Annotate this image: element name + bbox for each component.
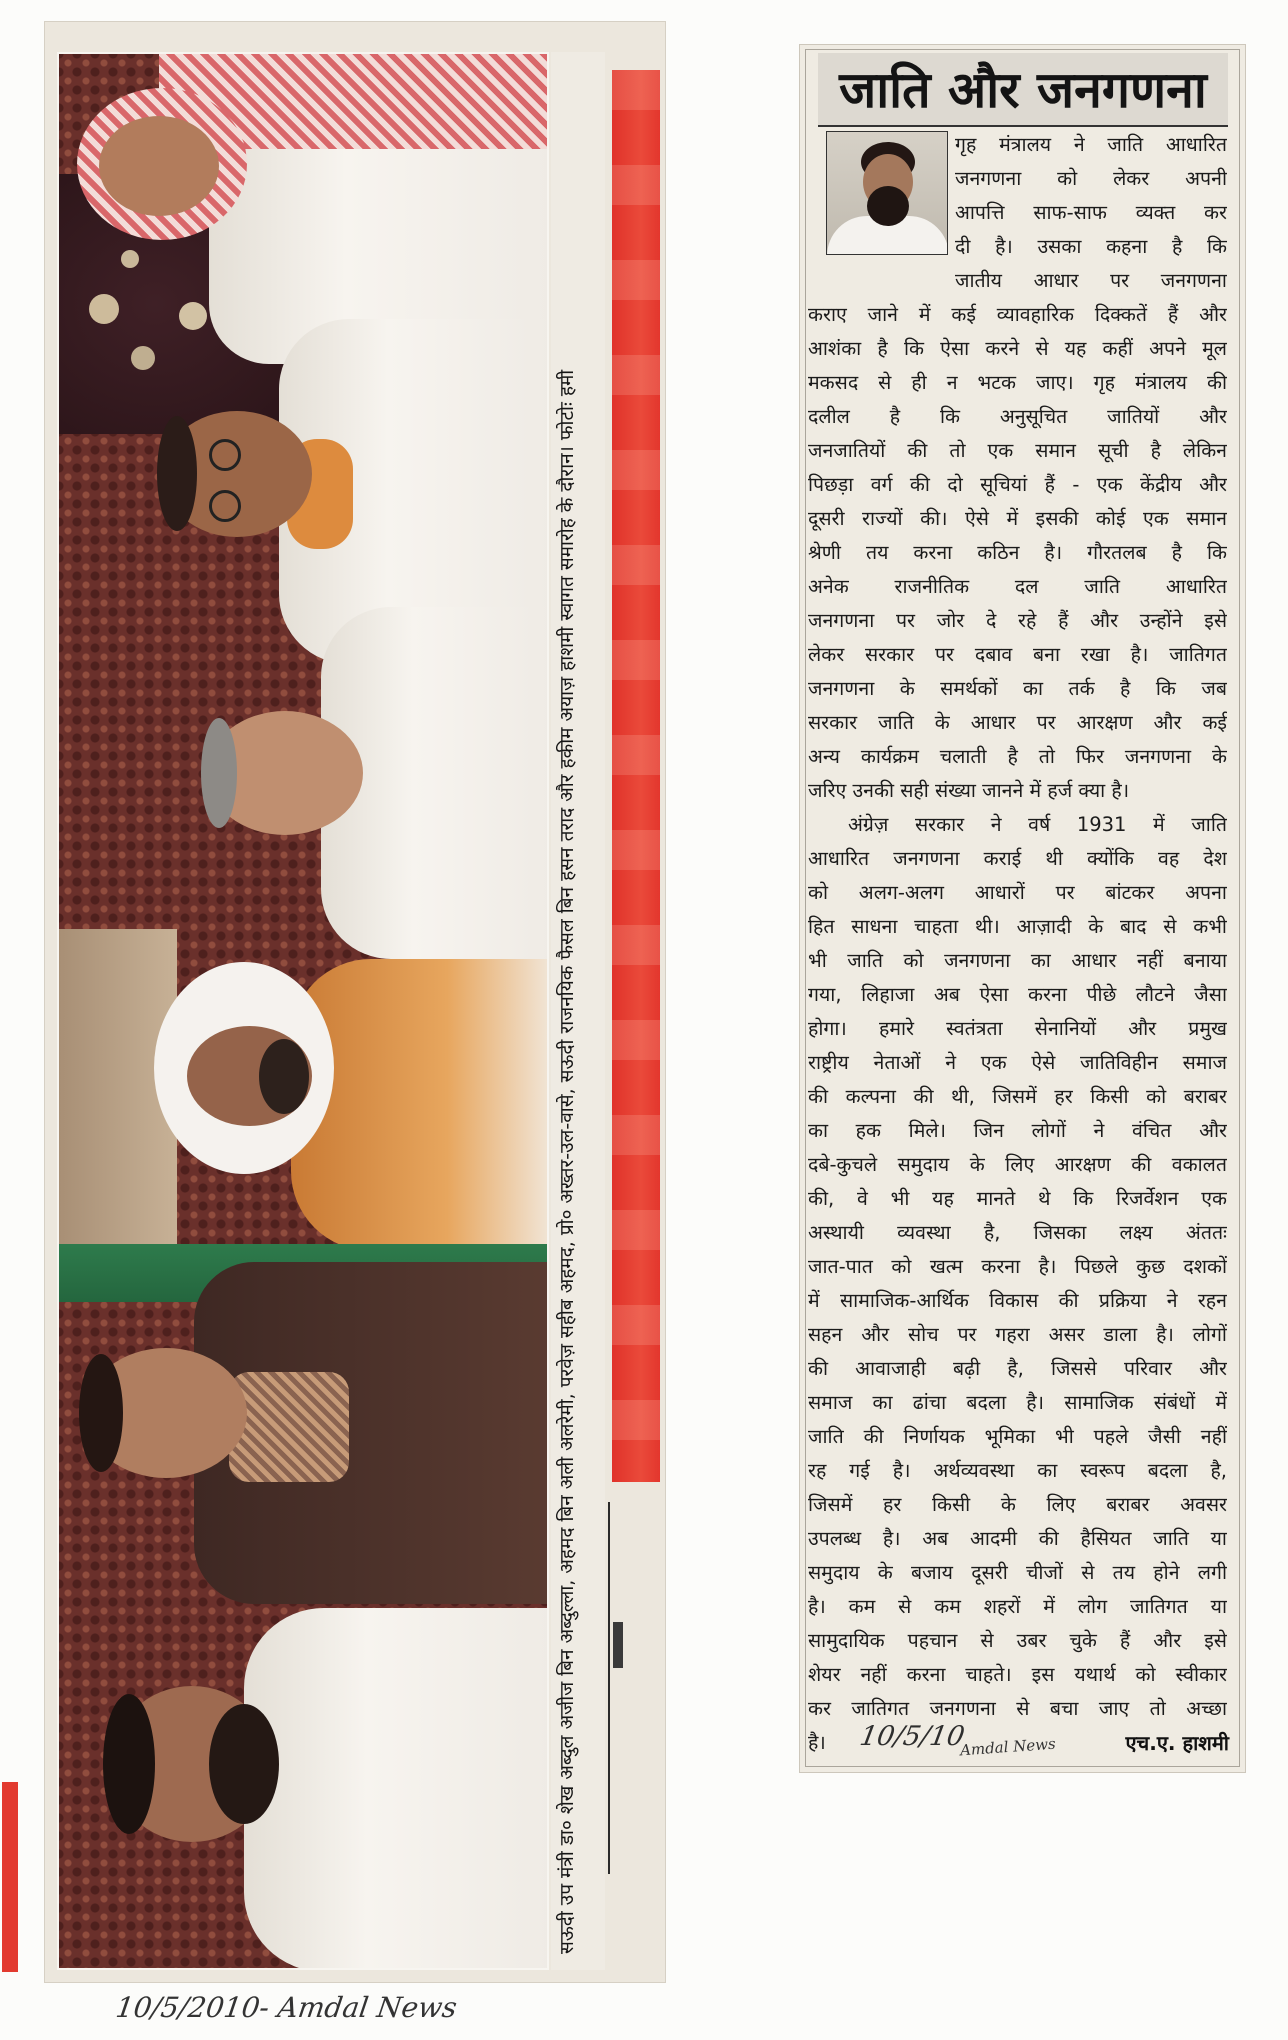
article-line: शेयर नहीं करना चाहते। इस यथार्थ को स्वीकार bbox=[808, 1663, 1227, 1686]
article-line: होगा। हमारे स्वतंत्रता सेनानियों और प्रमुख bbox=[808, 1017, 1227, 1040]
article-line: दूसरी राज्यों की। ऐसे में इसकी कोई एक समान bbox=[808, 507, 1227, 530]
article-line: अनेक राजनीतिक दल जाति आधारित bbox=[808, 575, 1227, 598]
article-clipping bbox=[800, 45, 1245, 1772]
article-line: समाज का ढांचा बदला है। सामाजिक संबंधों में bbox=[808, 1391, 1227, 1414]
byline: एच.ए. हाशमी bbox=[1125, 1731, 1229, 1755]
article-line: रह गई है। अर्थव्यवस्था का स्वरूप बदला है, bbox=[808, 1459, 1227, 1482]
photo-chandelier-light bbox=[131, 346, 155, 370]
red-border-strip bbox=[612, 70, 660, 1482]
article-line: सहन और सोच पर गहरा असर डाला है। लोगों bbox=[808, 1323, 1227, 1346]
intro-line: आपत्ति साफ-साफ व्यक्त कर bbox=[955, 201, 1227, 224]
article-body bbox=[808, 298, 1227, 1760]
article-line: कर जातिगत जनगणना से बचा जाए तो अच्छा bbox=[808, 1697, 1227, 1720]
article-line: जनजातियों की तो एक समान सूची है लेकिन bbox=[808, 439, 1227, 462]
article-line: आशंका है कि ऐसा करने से यह कहीं अपने मूल bbox=[808, 337, 1227, 360]
photo-person-3-hair bbox=[201, 718, 237, 828]
article-line: श्रेणी तय करना कठिन है। गौरतलब है कि bbox=[808, 541, 1227, 564]
article-line: जाति की निर्णायक भूमिका भी पहले जैसी नहीं bbox=[808, 1425, 1227, 1448]
photo-person-2-glasses bbox=[209, 490, 241, 522]
article-line: जरिए उनकी सही संख्या जानने में हर्ज क्या है। bbox=[808, 779, 1130, 802]
article-line: आधारित जनगणना कराई थी क्योंकि वह देश bbox=[808, 847, 1227, 870]
photo-chandelier-light bbox=[89, 294, 119, 324]
column-rule bbox=[608, 1502, 610, 1874]
article-line: दलील है कि अनुसूचित जातियों और bbox=[808, 405, 1227, 428]
article-line: भी जाति को जनगणना का आधार नहीं बनाया bbox=[808, 949, 1227, 972]
event-photo bbox=[57, 52, 549, 1970]
article-line: लेकर सरकार पर दबाव बना रखा है। जातिगत bbox=[808, 643, 1227, 666]
article-line: अस्थायी व्यवस्था है, जिसका लक्ष्य अंततः bbox=[808, 1221, 1227, 1244]
article-line: की आवाजाही बढ़ी है, जिससे परिवार और bbox=[808, 1357, 1227, 1380]
photo-person-2-hair bbox=[157, 416, 197, 531]
photo-person-6-clothing bbox=[244, 1608, 549, 1970]
article-line: हित साधना चाहता थी। आज़ादी के बाद से कभी bbox=[808, 915, 1227, 938]
article-line: है। कम से कम शहरों में लोग जातिगत या bbox=[808, 1595, 1227, 1618]
article-intro bbox=[955, 128, 1227, 298]
intro-line: जनगणना को लेकर अपनी bbox=[955, 167, 1227, 190]
article-line: पिछड़ा वर्ग की दो सूचियां हैं - एक केंद्रीय और bbox=[808, 473, 1227, 496]
intro-line: गृह मंत्रालय ने जाति आधारित bbox=[955, 133, 1227, 156]
photo-chandelier-light bbox=[121, 250, 139, 268]
photo-person-4-robe bbox=[291, 959, 549, 1251]
photo-clipping bbox=[45, 22, 665, 1982]
photo-caption: सऊदी उप मंत्री डा० शेख अब्दुल अजीज बिन अब्दुल्ला, अहमद बिन अली अलरेमी, परवेज़ सहीब अहमद, प्रो० अख्तर-उल-वासे, सऊदी राजनयिक फैसल बिन हसन तराद और हकीम अयाज़ हाशमी स्वागत समारोह के दौरान। फोटोः हमी bbox=[551, 52, 605, 1970]
photo-chandelier-light bbox=[179, 302, 207, 330]
handwritten-date: 10/5/10 bbox=[857, 1721, 967, 1752]
article-line: दबे-कुचले समुदाय के लिए आरक्षण की वकालत bbox=[808, 1153, 1227, 1176]
article-line: जिसमें हर किसी के लिए बराबर अवसर bbox=[808, 1493, 1227, 1516]
photo-person-5-tie bbox=[229, 1372, 349, 1482]
photo-person-5-hair bbox=[79, 1354, 123, 1472]
photo-person-4-beard bbox=[259, 1039, 309, 1114]
photo-person-2-glasses bbox=[209, 439, 241, 471]
article-line: राष्ट्रीय नेताओं ने एक ऐसे जातिविहीन समाज bbox=[808, 1051, 1227, 1074]
article-line: है। bbox=[808, 1731, 826, 1754]
photo-person-6-hair bbox=[103, 1694, 155, 1834]
intro-line: जातीय आधार पर जनगणना bbox=[955, 269, 1227, 292]
article-line: की कल्पना की थी, जिसमें हर किसी को बराबर bbox=[808, 1085, 1227, 1108]
intro-line: दी है। उसका कहना है कि bbox=[955, 235, 1227, 258]
handwritten-date-note: 10/5/2010- Amdal News bbox=[113, 1991, 459, 2024]
article-line: जात-पात को खत्म करना है। पिछले कुछ दशकों bbox=[808, 1255, 1227, 1278]
article-line: कराए जाने में कई व्यावहारिक दिक्कतें हैं और bbox=[808, 303, 1227, 326]
photo-person-6-beard bbox=[209, 1704, 279, 1824]
article-line: सरकार जाति के आधार पर आरक्षण और कई bbox=[808, 711, 1227, 734]
author-photo bbox=[826, 131, 948, 255]
article-line: अंग्रेज़ सरकार ने वर्ष 1931 में जाति bbox=[848, 813, 1227, 836]
article-line: का हक मिले। जिन लोगों ने वंचित और bbox=[808, 1119, 1227, 1142]
author-beard bbox=[867, 186, 909, 226]
article-line: की, वे भी यह मानते थे कि रिजर्वेशन एक bbox=[808, 1187, 1227, 1210]
red-paper-fragment bbox=[2, 1782, 18, 1972]
article-line: उपलब्ध है। अब आदमी की हैसियत जाति या bbox=[808, 1527, 1227, 1550]
article-line: गया, लिहाजा अब ऐसा करना पीछे लौटने जैसा bbox=[808, 983, 1227, 1006]
article-line: में सामाजिक-आर्थिक विकास की प्रक्रिया ने रहन bbox=[808, 1289, 1227, 1312]
handwritten-source-note: Amdal News bbox=[959, 1734, 1057, 1760]
article-line: जनगणना के समर्थकों का तर्क है कि जब bbox=[808, 677, 1227, 700]
article-line: अन्य कार्यक्रम चलाती है तो फिर जनगणना के bbox=[808, 745, 1227, 768]
article-line: सामुदायिक पहचान से उबर चुके हैं और इसे bbox=[808, 1629, 1227, 1652]
headline: जाति और जनगणना bbox=[818, 53, 1228, 127]
article-line: को अलग-अलग आधारों पर बांटकर अपना bbox=[808, 881, 1227, 904]
article-line: जनगणना पर जोर दे रहे हैं और उन्होंने इसे bbox=[808, 609, 1227, 632]
photo-person-1-face bbox=[99, 116, 219, 216]
article-line: समुदाय के बजाय दूसरी चीजों से तय होने लगी bbox=[808, 1561, 1227, 1584]
print-fragment bbox=[613, 1622, 623, 1668]
article-line: मकसद से ही न भटक जाए। गृह मंत्रालय की bbox=[808, 371, 1227, 394]
